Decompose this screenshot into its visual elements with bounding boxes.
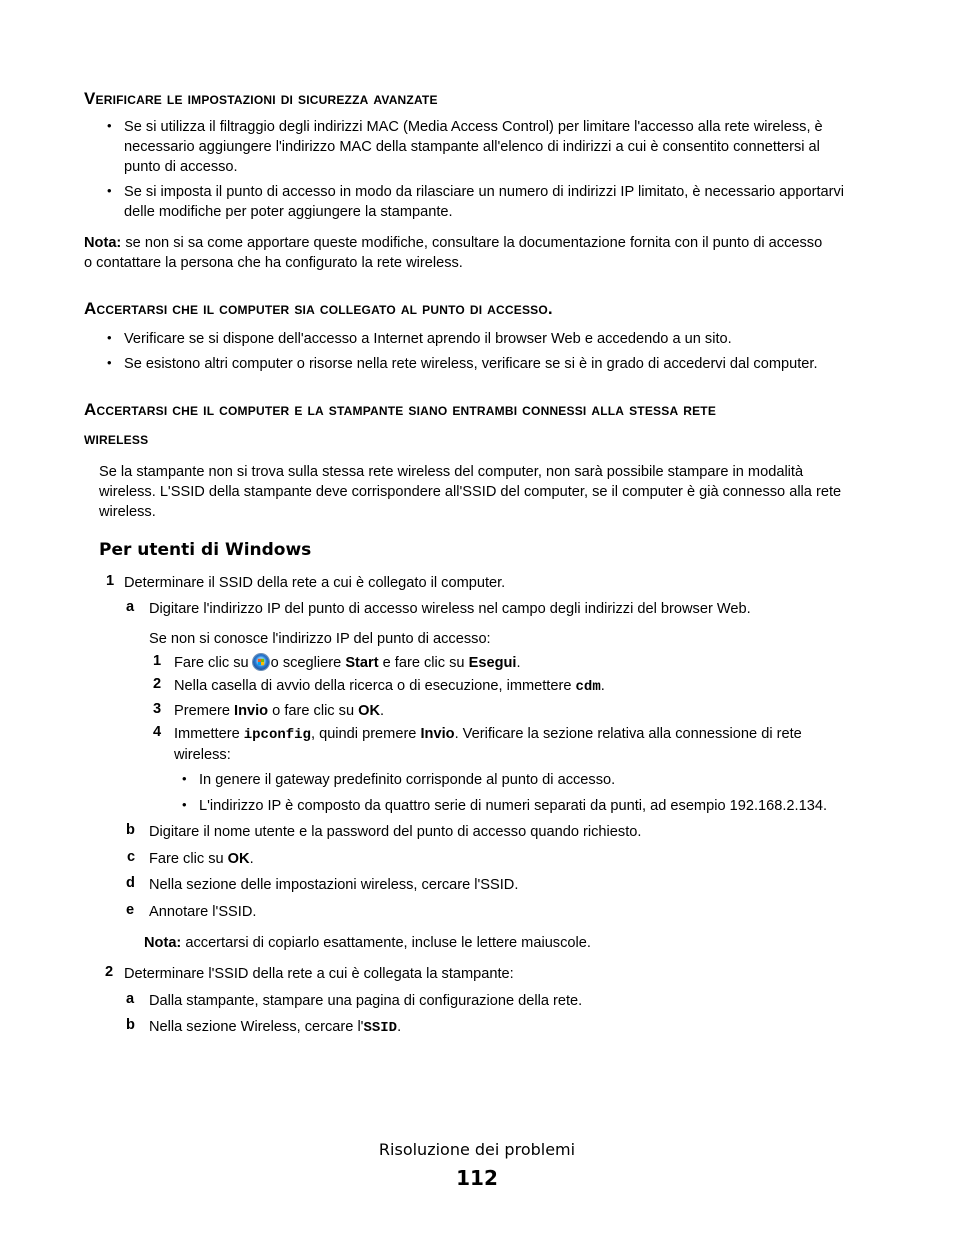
substep-number: 3 [153,701,162,717]
text-line: Se si utilizza il filtraggio degli indirizzi MAC (Media Access Control) per limitare l'accesso alla rete wireless, è [124,119,823,135]
substep-number: 4 [153,724,162,740]
text-line: punto di accesso. [124,159,238,175]
heading-same-network-line2: wireless [84,429,149,448]
note-security [84,233,822,273]
heading-advanced-security: Verificare le impostazioni di sicurezza avanzate [84,89,438,108]
step-1e-text: Annotare l'SSID. [149,904,257,920]
step-1-text: Determinare il SSID della rete a cui è collegato il computer. [124,575,506,591]
note-label: Nota: [144,935,182,951]
text-line: Se la stampante non si trova sulla stessa rete wireless del computer, non sarà possibile stampare in modalità [99,464,804,480]
bullet-other-resources: Se esistono altri computer o risorse nella rete wireless, verificare se si è in grado di accedervi dal computer. [124,356,818,372]
step-letter: a [126,991,135,1007]
bullet-marker: • [182,797,187,812]
subheading-windows: Per utenti di Windows [99,540,312,560]
step-1-intro: Se non si conosce l'indirizzo IP del punto di accesso: [149,631,491,647]
code-cdm: cdm [575,679,601,695]
step-number: 1 [106,573,115,589]
paragraph-ssid [99,462,841,522]
code-ipconfig: ipconfig [243,727,311,743]
note-copy-ssid: Nota: accertarsi di copiarlo esattamente, incluse le lettere maiuscole. [144,935,591,951]
step-2-text: Determinare l'SSID della rete a cui è collegata la stampante: [124,966,514,982]
text-line: wireless. L'SSID della stampante deve corrispondere all'SSID del computer, se il computer è già connesso alla rete [99,484,842,500]
heading-computer-connected: Accertarsi che il computer sia collegato al punto di accesso. [84,299,553,318]
text-line: se non si sa come apportare queste modifiche, consultare la documentazione fornita con il punto di accesso [125,235,823,251]
step-letter: b [126,822,135,838]
step-1c-text: Fare clic su OK. [149,851,254,867]
bullet-marker: • [107,330,112,345]
text-line: Se si imposta il punto di accesso in modo da rilasciare un numero di indirizzi IP limitato, è necessario apportarvi [124,184,845,200]
text-line: delle modifiche per poter aggiungere la stampante. [124,204,453,220]
step-letter: a [126,599,135,615]
bullet-marker: • [107,118,112,133]
bullet-marker: • [182,771,187,786]
text-line: o contattare la persona che ha configurato la rete wireless. [84,255,463,271]
step-1a-text: Digitare l'indirizzo IP del punto di accesso wireless nel campo degli indirizzi del browser Web. [149,601,751,617]
substep-3-text: Premere Invio o fare clic su OK. [174,703,385,719]
text-line: wireless. [99,504,156,520]
code-ssid: SSID [363,1020,398,1036]
bullet-internet-check: Verificare se si dispone dell'accesso a Internet aprendo il browser Web e accedendo a un sito. [124,331,732,347]
page-number: 112 [456,1166,498,1190]
step-letter: b [126,1017,135,1033]
footer-chapter: Risoluzione dei problemi [378,1140,576,1159]
substep-4-text: Immettere ipconfig, quindi premere Invio. Verificare la sezione relativa alla connessione di rete wireless: [174,726,802,763]
substep-2-text: Nella casella di avvio della ricerca o di esecuzione, immettere cdm. [174,678,605,695]
heading-same-network: Accertarsi che il computer e la stampante siano entrambi connessi alla stessa rete [84,400,717,419]
step-letter: d [126,875,135,891]
step-letter: c [127,849,136,865]
bullet-marker: • [107,183,112,198]
step-1d-text: Nella sezione delle impostazioni wireless, cercare l'SSID. [149,877,519,893]
bullet-ip-format: L'indirizzo IP è composto da quattro serie di numeri separati da punti, ad esempio 192.168.2.134. [199,798,828,814]
substep-number: 1 [153,653,162,669]
bullet-marker: • [107,355,112,370]
text-line: necessario aggiungere l'indirizzo MAC della stampante all'elenco di indirizzi a cui è consentito connettersi al [124,139,820,155]
substep-number: 2 [153,676,162,692]
step-2b-text: Nella sezione Wireless, cercare l'SSID. [149,1019,402,1036]
bullet-mac-filtering [124,117,823,177]
step-1b-text: Digitare il nome utente e la password del punto di accesso quando richiesto. [149,824,642,840]
step-2a-text: Dalla stampante, stampare una pagina di configurazione della rete. [149,993,583,1009]
windows-start-icon [253,654,269,670]
step-letter: e [126,902,135,918]
bullet-ip-limit [124,182,844,222]
bullet-gateway: In genere il gateway predefinito corrisponde al punto di accesso. [199,772,616,788]
note-label: Nota: [84,235,122,251]
step-number: 2 [105,964,114,980]
substep-1-text: Fare clic su o scegliere Start e fare clic su Esegui. [174,655,521,671]
